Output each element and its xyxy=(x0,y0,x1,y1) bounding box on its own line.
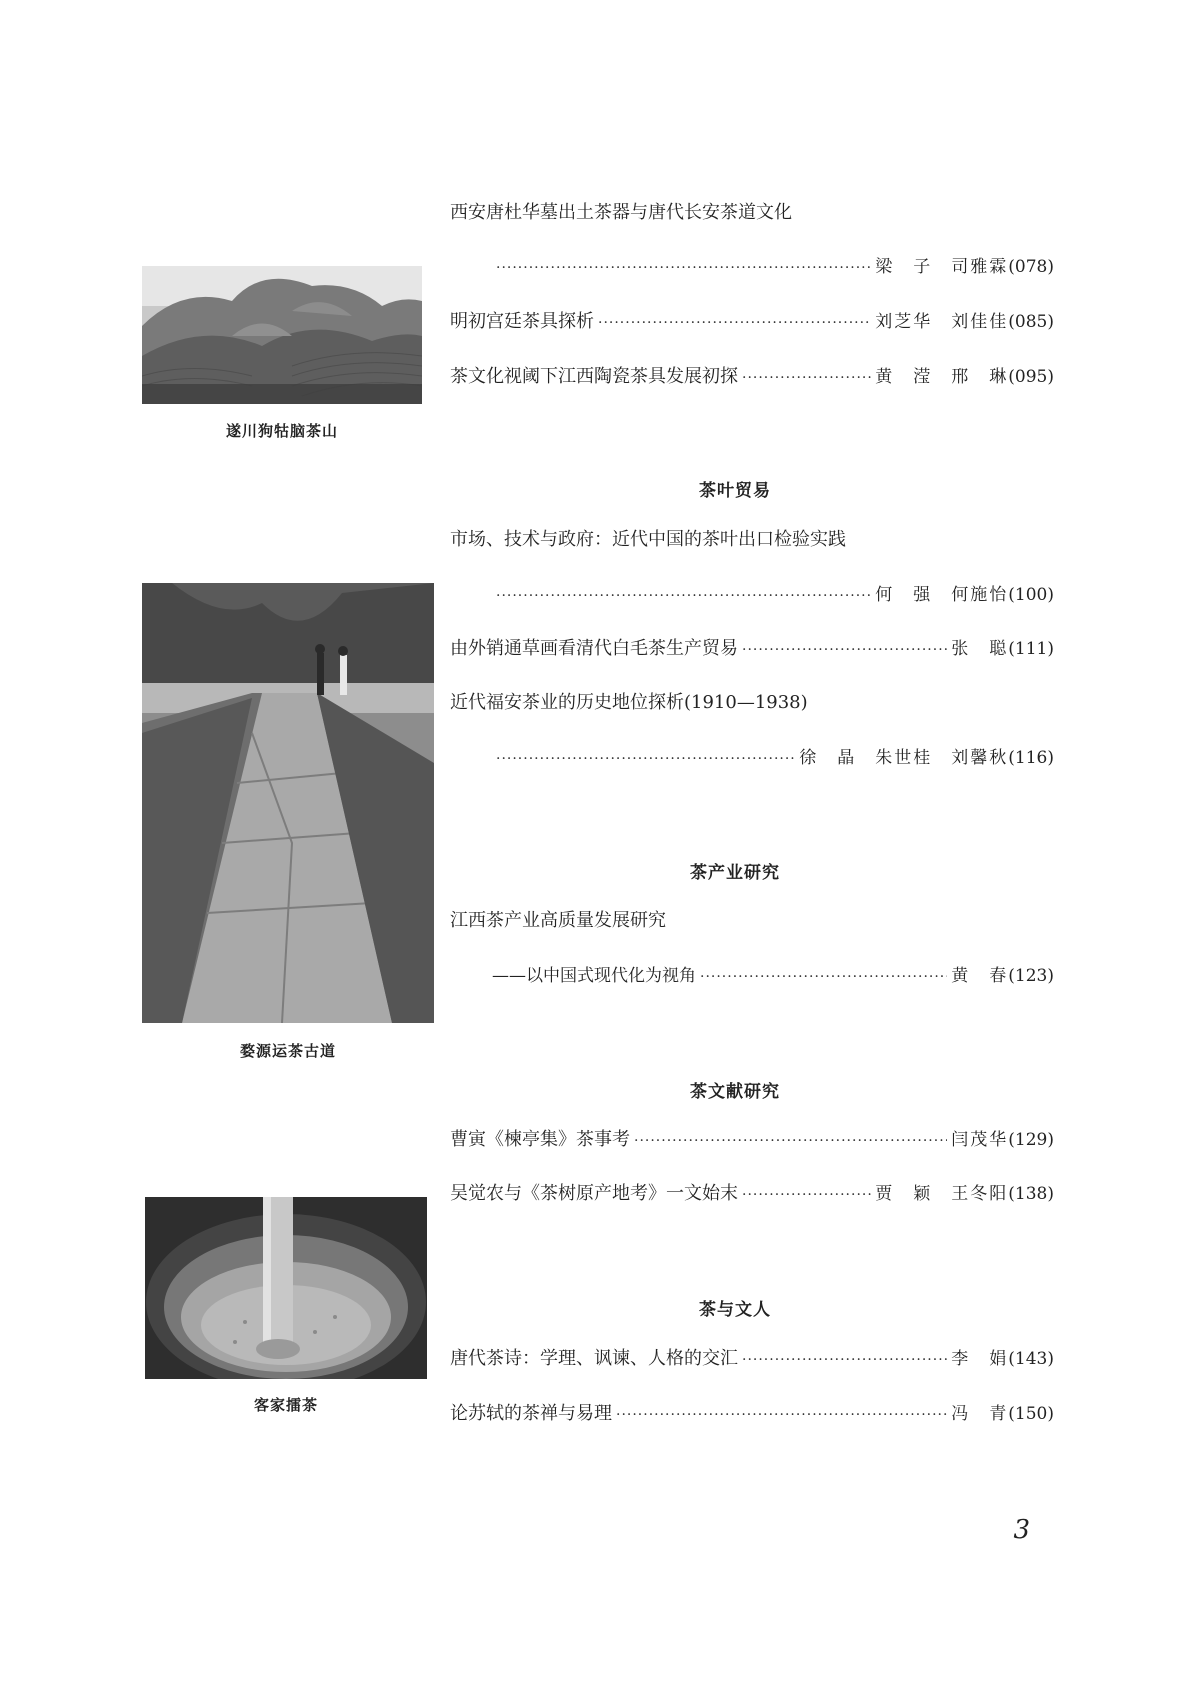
tea-mountain-image xyxy=(142,266,422,404)
stone-path-image xyxy=(142,583,434,1023)
toc-entry[interactable] xyxy=(450,1401,1054,1427)
entry-title: 西安唐杜华墓出土茶器与唐代长安茶道文化 xyxy=(450,202,792,223)
entry-authors: 刘芝华 刘佳佳 xyxy=(875,312,1009,332)
toc-entry[interactable] xyxy=(450,1181,1054,1207)
entry-page: (143) xyxy=(1008,1349,1054,1369)
section-heading: 茶产业研究 xyxy=(690,863,780,883)
toc-entry-continuation[interactable] xyxy=(492,582,1054,608)
entry-page: (100) xyxy=(1008,585,1054,605)
leader-dots xyxy=(598,310,871,336)
leader-dots xyxy=(700,964,947,990)
lei-tea-mortar-photo xyxy=(145,1197,427,1379)
photo-caption: 客家擂茶 xyxy=(253,1396,318,1414)
entry-page: (078) xyxy=(1008,257,1054,277)
toc-entry[interactable] xyxy=(450,636,1054,662)
leader-dots xyxy=(634,1128,947,1154)
entry-authors: 李 娟 xyxy=(951,1349,1009,1369)
entry-authors: 贾 颖 王冬阳 xyxy=(875,1184,1009,1204)
entry-title: 市场、技术与政府：近代中国的茶叶出口检验实践 xyxy=(450,529,846,550)
toc-entry[interactable] xyxy=(450,1127,1054,1153)
section-heading: 茶与文人 xyxy=(699,1300,771,1320)
toc-entry-continuation[interactable] xyxy=(492,745,1054,771)
leader-dots xyxy=(742,1347,947,1373)
entry-title: 曹寅《楝亭集》茶事考 xyxy=(450,1129,630,1150)
entry-title: 吴觉农与《茶树原产地考》一文始末 xyxy=(450,1183,738,1204)
entry-title: 明初宫廷茶具探析 xyxy=(450,311,594,332)
section-heading: 茶文献研究 xyxy=(690,1082,780,1102)
toc-entry[interactable] xyxy=(450,908,1054,934)
leader-dots xyxy=(616,1402,947,1428)
toc-entry[interactable] xyxy=(450,527,1054,553)
leader-dots xyxy=(496,746,795,772)
entry-authors: 闫茂华 xyxy=(951,1130,1009,1150)
entry-authors: 何 强 何施怡 xyxy=(875,585,1009,605)
leader-dots xyxy=(496,583,871,609)
entry-authors: 黄 春 xyxy=(951,966,1009,986)
entry-title: 江西茶产业高质量发展研究 xyxy=(450,910,666,931)
entry-title: 茶文化视阈下江西陶瓷茶具发展初探 xyxy=(450,366,738,387)
entry-page: (123) xyxy=(1008,966,1054,986)
toc-entry[interactable] xyxy=(450,309,1054,335)
toc-entry-continuation[interactable] xyxy=(492,254,1054,280)
entry-title: 近代福安茶业的历史地位探析(1910—1938) xyxy=(450,692,808,713)
leader-dots xyxy=(496,255,871,281)
entry-authors: 冯 青 xyxy=(951,1404,1009,1424)
entry-title: 论苏轼的茶禅与易理 xyxy=(450,1403,612,1424)
entry-authors: 张 聪 xyxy=(951,639,1009,659)
photo-caption: 遂川狗牯脑茶山 xyxy=(225,422,338,440)
entry-page: (111) xyxy=(1008,639,1054,659)
entry-subtitle: ——以中国式现代化为视角 xyxy=(492,966,696,986)
toc-entry-subtitle[interactable] xyxy=(492,963,1054,989)
toc-entry[interactable] xyxy=(450,200,1054,226)
entry-page: (138) xyxy=(1008,1184,1054,1204)
entry-page: (085) xyxy=(1008,312,1054,332)
leader-dots xyxy=(742,365,871,391)
toc-entry[interactable] xyxy=(450,1346,1054,1372)
tea-mountain-photo xyxy=(142,266,422,404)
entry-title: 唐代茶诗：学理、讽谏、人格的交汇 xyxy=(450,1348,738,1369)
entry-page: (150) xyxy=(1008,1404,1054,1424)
toc-entry[interactable] xyxy=(450,690,1054,716)
entry-page: (129) xyxy=(1008,1130,1054,1150)
entry-page: (095) xyxy=(1008,367,1054,387)
stone-path-photo xyxy=(142,583,434,1023)
entry-authors: 徐 晶 朱世桂 刘馨秋 xyxy=(799,748,1009,768)
entry-authors: 梁 子 司雅霖 xyxy=(875,257,1009,277)
entry-authors: 黄 滢 邢 琳 xyxy=(875,367,1009,387)
leader-dots xyxy=(742,637,947,663)
entry-title: 由外销通草画看清代白毛茶生产贸易 xyxy=(450,638,738,659)
entry-page: (116) xyxy=(1008,748,1054,768)
page-number: 3 xyxy=(1013,1515,1030,1545)
section-heading: 茶叶贸易 xyxy=(699,481,771,501)
lei-tea-mortar-image xyxy=(145,1197,427,1379)
toc-entry[interactable] xyxy=(450,364,1054,390)
leader-dots xyxy=(742,1182,871,1208)
photo-caption: 婺源运茶古道 xyxy=(239,1042,336,1060)
